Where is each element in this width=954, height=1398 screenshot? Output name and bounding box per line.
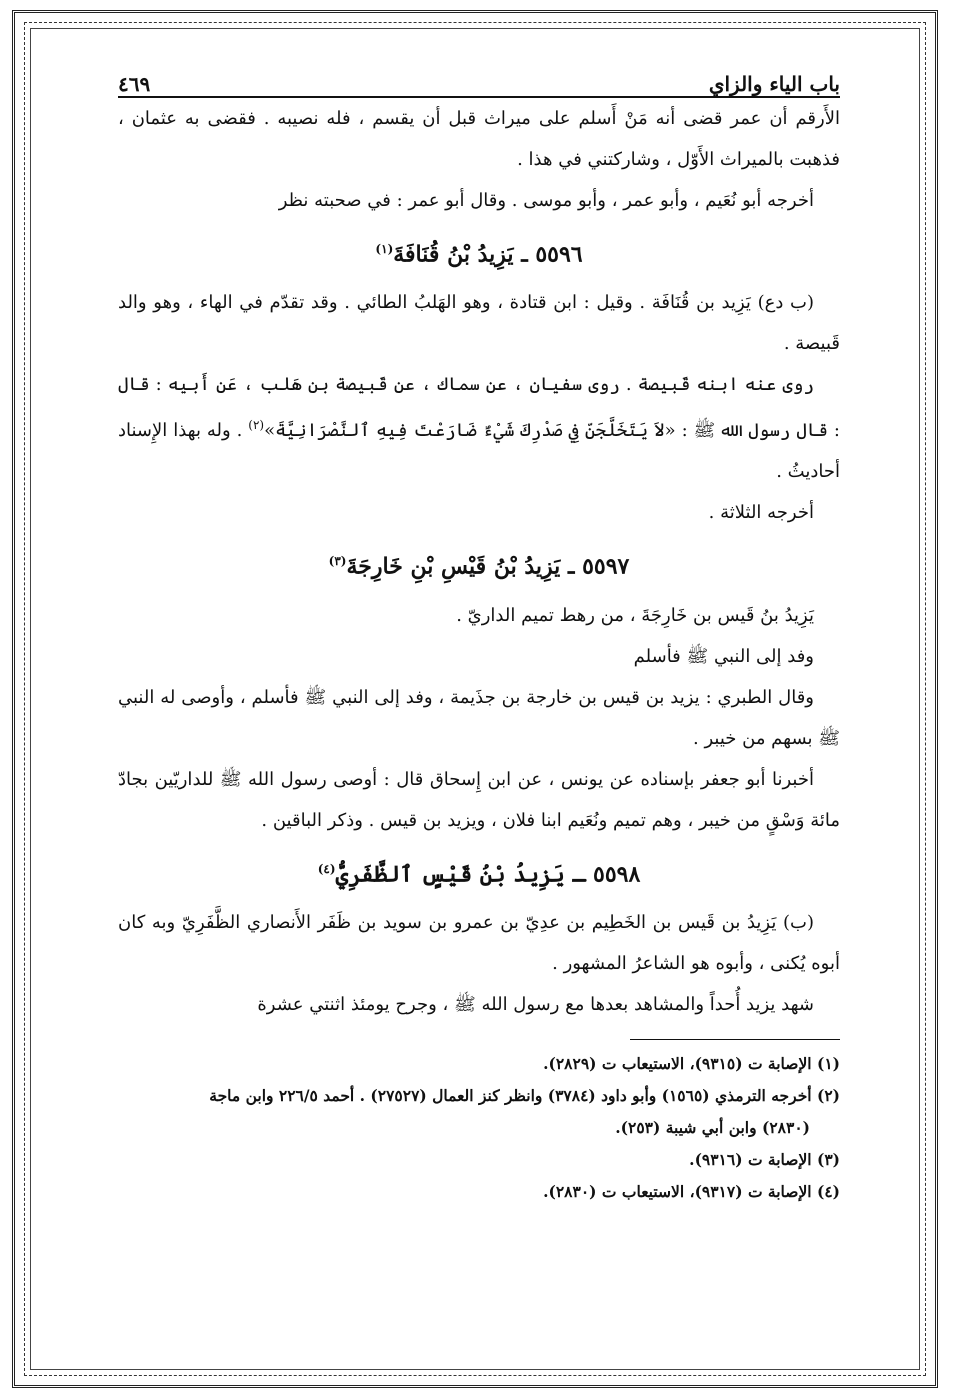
paragraph: (ب) يَزِيدُ بن قَيس بن الخَطِيم بن عدِيّ بن عمرو بن سويد بن ظَفَر الأَنصاري الظَّفَرِيّ وبه كان أبوه يُكنى ، وأبوه هو الشاعرُ المشهور . [118, 911, 840, 974]
entry-title: ٥٥٩٨ ـ يَزِيدُ بْنُ قَيْسٍ ٱلظَّفَرِيُّ [335, 860, 641, 887]
book-page [118, 58, 840, 1208]
footnote-ref: (٤) [317, 861, 336, 876]
footnote-ref: (٢) [248, 418, 265, 433]
hadith-text: روى عنه ابنه قَبيصة . روى سفيان ، عن سماك ، عن قَبيصة بن هَلب ، عَن أَبيه : قال : قال رسول الله ﷺ : «لاَ يَتَخَلَّجَنّ فِي صَدْرِكَ شَيْءٌ ضَارَعْتَ فِيهِ ٱلنَّصْرَانِيَّةَ» [118, 374, 840, 442]
paragraph: وقال الطبري : يزيد بن قيس بن خارجة بن جذَيمة ، وفد إلى النبي ﷺ فأسلم ، وأوصى له النبي ﷺ بسهم من خيبر . [118, 686, 840, 749]
footnote-ref: (٣) [328, 554, 347, 569]
page-number: ٤٦٩ [118, 72, 151, 96]
footnote-1: (١) الإصابة ت (٩٣١٥)، الاستيعاب ت (٢٨٢٩). [543, 1053, 840, 1073]
footnote-3: (٣) الإصابة ت (٩٣١٦). [689, 1149, 840, 1169]
footnote-ref: (١) [375, 242, 394, 256]
entry-title: ٥٥٩٧ ـ يَزِيدُ بْنُ قَيْسِ بْنِ خَارِجَةَ [346, 553, 630, 580]
footnote-separator [630, 1039, 840, 1040]
paragraph: وفد إلى النبي ﷺ فأسلم [633, 645, 814, 667]
running-header [118, 58, 840, 98]
entry-heading-5598 [118, 841, 840, 902]
paragraph-tail: . وله بهذا الإِسناد أحاديثُ . [118, 420, 840, 483]
paragraph: يَزِيدُ بنُ قَيس بن خَارِجَةَ ، من رهط تميم الداريّ . [456, 604, 814, 626]
paragraph: أخبرنا أبو جعفر بإسناده عن يونس ، عن ابن إِسحاق قال : أوصى رسول الله ﷺ للداريّين بجادّ مائة وَسْقٍ من خيبر ، وهم تميم ونُعَيم ابنا فلان ، ويزيد بن قيس . وذكر الباقين . [118, 768, 840, 831]
chapter-title: باب الياء والزاي [708, 72, 840, 96]
paragraph: (ب دع) يَزِيد بن قُنَافَة . وقيل : ابن قتادة ، وهو الهَلبُ الطائي . وقد تقدّم في الهاء ، وهو والد قَبيصة . [118, 292, 840, 355]
footnote-4: (٤) الإصابة ت (٩٣١٧)، الاستيعاب ت (٢٨٣٠). [543, 1181, 840, 1201]
paragraph: الأَرقم أن عمر قضى أنه مَنْ أَسلم على ميراث قبل أن يقسم ، فله نصيبه . فقضى به عثمان ، فذهبت بالميراث الأَوّل ، وشاركتني في هذا . [118, 108, 840, 170]
paragraph-hadith [118, 364, 840, 492]
entry-heading-5596 [118, 221, 840, 282]
paragraph: أخرجه الثلاثة . [708, 502, 814, 524]
footnote-2-continued: (٢٨٣٠) وابن أبي شيبة (٢٥٣). [615, 1117, 810, 1137]
footnotes [118, 1048, 840, 1208]
footnote-2: (٢) أخرجه الترمذي (١٥٦٥) وأبو داود (٣٧٨٤) وانظر كنز العمال (٢٧٥٢٧) . أحمد ٢٢٦/٥ وابن ماجة [209, 1085, 840, 1105]
paragraph: شهد يزيد أُحداً والمشاهد بعدها مع رسول الله ﷺ ، وجرح يومئذ اثنتي عشرة [257, 993, 814, 1015]
entry-title: ٥٥٩٦ ـ يَزِيدُ بْنُ قُنَافَةَ [393, 241, 583, 268]
entry-heading-5597 [118, 533, 840, 594]
paragraph: أخرجه أبو نُعَيم ، وأبو عمر ، وأبو موسى . وقال أبو عمر : في صحبته نظر [278, 190, 814, 211]
